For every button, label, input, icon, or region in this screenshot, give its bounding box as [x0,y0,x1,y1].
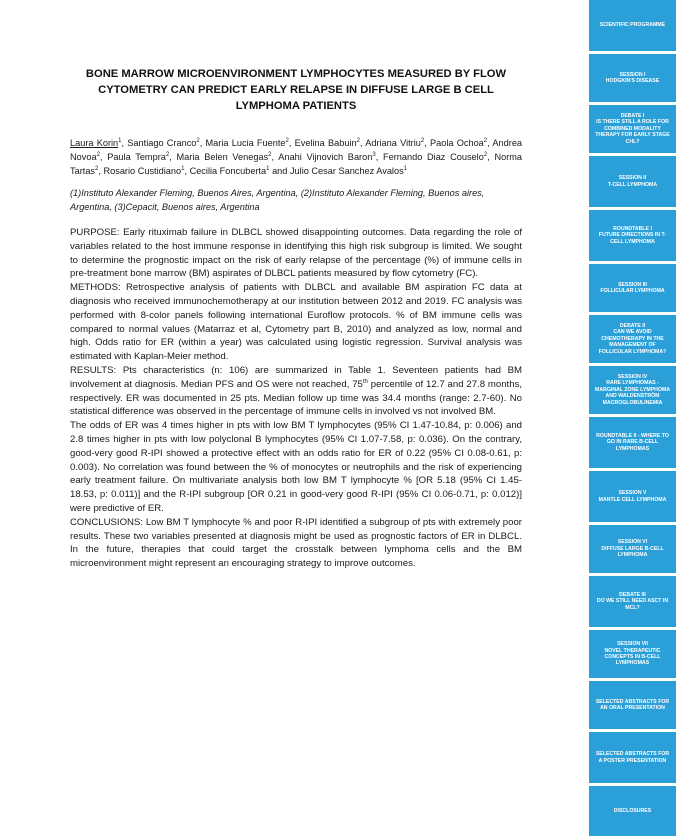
sidebar-item-session-5[interactable] [589,471,676,522]
sidebar-item-session-2[interactable] [589,156,676,207]
author-affiliation-number: 1 [181,165,185,172]
author-name: Andrea Novoa [70,138,523,162]
sidebar-item-label: ROUNDTABLE I FUTURE DIRECTIONS IN T-CELL LYMPHOMA [598,225,667,245]
author-affiliation-number: 2 [268,151,272,158]
sidebar-item-label: DEBATE III DO WE STILL NEED ASCT IN MCL? [596,591,669,611]
author-name: Paola Ochoa [430,138,484,148]
sidebar-item-label: SESSION III FOLLICULAR LYMPHOMA [600,281,665,294]
author-name: Julio Cesar Sanchez Avalos [289,165,404,176]
sidebar-item-session-3[interactable] [589,264,676,312]
author-name: Anahi Vijnovich Baron [278,151,373,162]
sidebar-item-debate-3[interactable] [589,576,676,627]
author-affiliation-number: 1 [403,165,408,172]
author-name: Maria Belen Venegas [176,151,269,162]
sidebar-item-label: SCIENTIFIC PROGRAMME [599,22,666,29]
sidebar-item-label: SESSION IV RARE LYMPHOMAS - MARGINAL ZONE LYMPHOMA AND WALDENSTRÖM MACROGLOBULINEMIA [595,373,670,406]
author-name: Laura Korin [70,138,119,148]
sidebar-item-scientific-programme[interactable] [589,0,676,51]
abstract-document [70,66,522,571]
sidebar-item-poster-abstracts[interactable] [589,732,676,783]
sidebar-item-label: DEBATE I IS THERE STILL A ROLE FOR COMBINED MODALITY THERAPY FOR EARLY STAGE CHL? [595,112,670,145]
sidebar-item-session-7[interactable] [589,630,676,678]
author-affiliation-number: 2 [196,137,200,144]
sidebar-item-label: ROUNDTABLE II - WHERE TO GO IN RARE B-CELL LYMPHOMAS [596,432,669,452]
author-name: Santiago Cranco [127,138,197,148]
sidebar-item-label: SESSION II T-CELL LYMPHOMA [607,175,658,188]
programme-sidebar [589,0,676,836]
ordinal-suffix: th [362,378,368,385]
author-name: Rosario Custidiano [103,165,182,176]
author-affiliation-number: 1 [266,165,270,172]
sidebar-item-label: DEBATE II CAN WE AVOID CHEMOTHERAPY IN THE MANAGEMENT OF FOLLICULAR LYMPHOMA? [598,322,667,355]
author-affiliation-number: 2 [483,137,488,144]
sidebar-item-debate-1[interactable] [589,105,676,153]
results-paragraph [70,364,522,419]
author-affiliation-number: 1 [118,137,122,144]
results-text-start: RESULTS: Pts characteristics (n: 106) are summarized in Table 1. Seventeen patients had BM involvement at diagnosis. Median PFS and OS were not reached, 75 [70,364,522,390]
results-text-end: percentile of 12.7 and 27.8 months, respectively. ER was documented in 25 pts. Median follow up time was 34.4 months (range: 2.7-60). No statistical difference was observed in the percentage of immune cells in involved vs not involved BM. [70,378,522,418]
author-name: Maria Lucia Fuente [205,138,286,148]
author-affiliation-number: 2 [96,151,100,158]
sidebar-item-disclosures[interactable] [589,786,676,836]
affiliations: (1)Instituto Alexander Fleming, Buenos Aires, Argentina, (2)Instituto Alexander Fleming, Buenos aires, Argentina, (3)Cepacit, Buenos aires, Argentina [70,188,485,213]
sidebar-item-label: SESSION VII NOVEL THERAPEUTIC CONCEPTS IN B-CELL LYMPHOMAS [604,641,661,667]
sidebar-item-label: SELECTED ABSTRACTS FOR AN ORAL PRESENTATION [595,698,670,711]
author-name: Norma Tartas [70,151,523,176]
sidebar-item-label: SELECTED ABSTRACTS FOR A POSTER PRESENTATION [595,751,670,764]
sidebar-item-label: DISCLOSURES [613,807,652,814]
sidebar-item-roundtable-1[interactable] [589,210,676,261]
sidebar-item-oral-abstracts[interactable] [589,681,676,729]
sidebar-item-session-4[interactable] [589,366,676,414]
author-affiliation-number: 2 [420,137,425,144]
author-name: Evelina Babuin [294,138,357,148]
odds-paragraph: The odds of ER was 4 times higher in pts with low BM T lymphocytes (95% CI 1.47-10.84, p: 0.006) and 2.8 times higher in pts with low polyclonal B lymphocytes (95% CI 1.07-7.58, p: 0.036). On the contrary, good-very good R-IPI showed a protective effect with an odds ratio for ER of 0.22 (95% CI 0.08-0.61, p: 0.003). No correlation was found between the % of monocytes or neutrophils and the risk of experiencing early treatment failure. On multivariate analysis both low BM T lymphocyte % [OR 5.18 (95% CI 1.45-18.53, p: 0.011)] and the R-IPI subgroup [OR 0.21 in good-very good R-IPI (95% CI 0.06-0.71, p: 0.012)] were predictive of ER. [70,420,522,514]
sidebar-item-roundtable-2[interactable] [589,417,676,468]
sidebar-item-session-6[interactable] [589,525,676,573]
author-name: Adriana Vitriu [365,138,421,148]
author-affiliation-number: 2 [356,137,360,144]
author-name: Fernando Diaz Couselo [382,151,484,162]
abstract-body [70,226,522,571]
sidebar-item-label: SESSION VI DIFFUSE LARGE B-CELL LYMPHOMA [601,539,664,559]
author-list: Laura Korin$^1$, Santiago Cranco$^2$, Maria Lucia Fuente$^2$, Evelina Babuin$^2$, Adriana Vitriu$^2$, Paola Ochoa$^2$, Andrea Novoa$^2$, Paula Tempra$^2$, Maria Belen Venegas$^2$, Anahi Vijnovich Baron$^3$, Fernando Diaz Couselo$^2$, Norma Tartas$^2$, Rosario Custidiano$^1$, Cecilia Foncuberta$^1$ and Julio Cesar Sanchez Avalos$^1$ [70,137,523,176]
author-affiliation-number: 2 [285,137,289,144]
purpose-paragraph: PURPOSE: Early rituximab failure in DLBCL showed disappointing outcomes. Data regarding the role of variables related to the host immune response in identifying this high risk subgroup is limited. We sought to determine the prognostic impact on the risk of early relapse of the percentage (%) of immune cells in pre-treatment bone marrow (BM) aspirates of DLBCL patients measured by flow cytometry (FC). [70,226,522,280]
sidebar-item-session-1[interactable] [589,54,676,102]
author-affiliation-number: 2 [483,151,488,158]
sidebar-item-label: SESSION I HODGKIN'S DISEASE [605,71,660,84]
author-affiliation-number: 3 [372,151,376,158]
author-name: Cecilia Foncuberta [189,165,267,176]
methods-paragraph: METHODS: Retrospective analysis of patients with DLBCL and available BM aspiration FC data at diagnosis who received immunochemotherapy at our institution between 2012 and 2019. FC analysis was performed with 8-color panels following international Euroflow protocols. % of BM immune cells was compared to normal values (Matarraz et al, Cytometry part B, 2010) and analyzed as low, normal and high. Odds ratio for ER (within a year) was calculated using logistic regression. Survival analysis was estimated with Kaplan-Meier method. [70,282,522,363]
abstract-title: BONE MARROW MICROENVIRONMENT LYMPHOCYTES MEASURED BY FLOW CYTOMETRY CAN PREDICT EARLY RELAPSE IN DIFFUSE LARGE B CELL LYMPHOMA PATIENTS [85,68,507,112]
sidebar-item-debate-2[interactable] [589,315,676,363]
sidebar-item-label: SESSION V MANTLE CELL LYMPHOMA [598,490,667,503]
author-affiliation-number: 2 [95,165,99,172]
author-name: Paula Tempra [107,151,166,162]
author-affiliation-number: 2 [165,151,170,158]
conclusions-paragraph: CONCLUSIONS: Low BM T lymphocyte % and poor R-IPI identified a subgroup of pts with extremely poor results. These two variables presented at diagnosis might be used as prognostic factors of ER in DLBCL. In the future, therapies that could target the crosstalk between lymphoma cells and the BM microenvironment might represent an encouraging strategy to improve outcomes. [70,516,522,570]
